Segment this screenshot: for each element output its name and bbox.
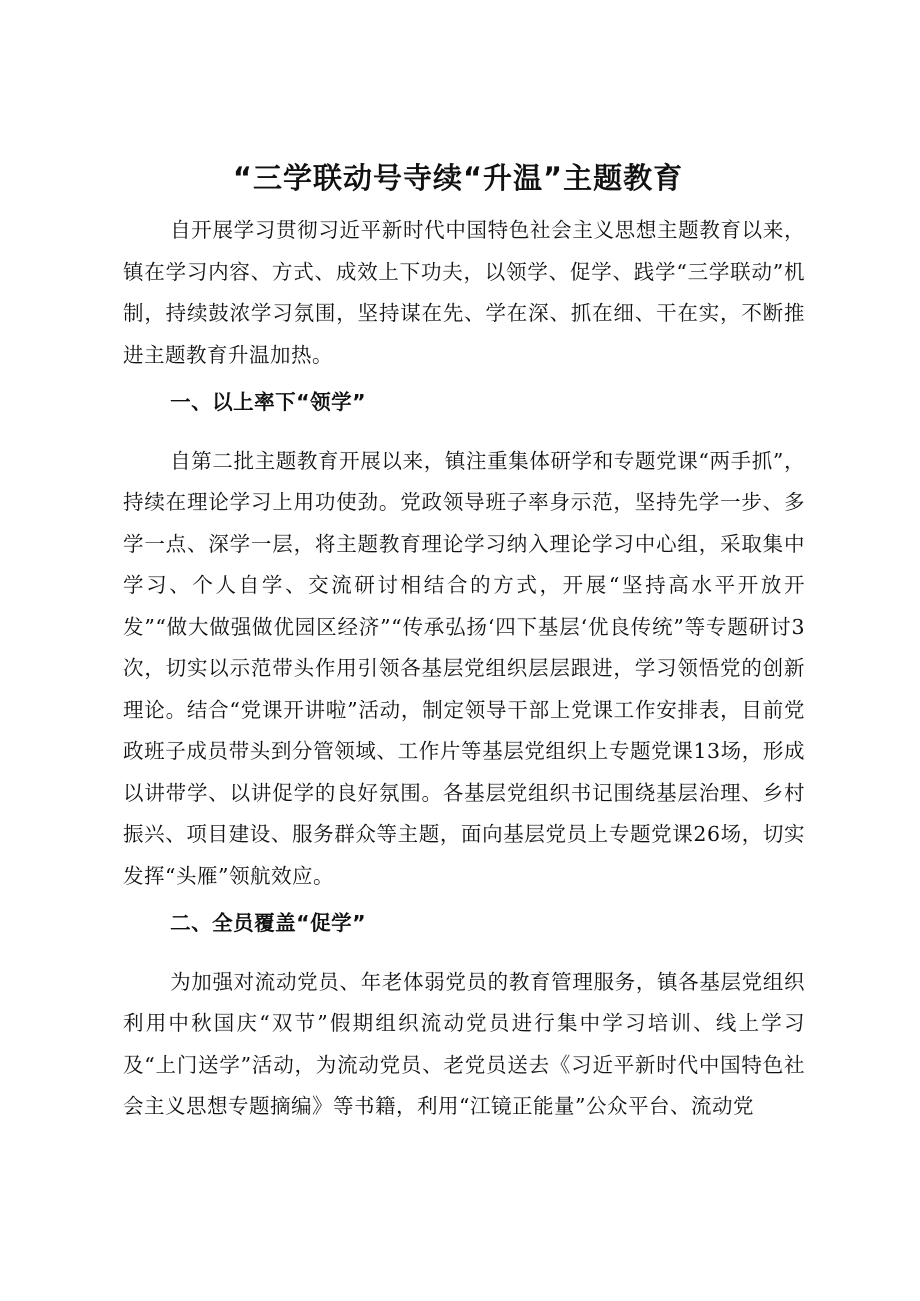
section-body-2: 为加强对流动党员、年老体弱党员的教育管理服务，镇各基层党组织利用中秋国庆“双节”假期组织流动党员进行集中学习培训、线上学习及“上门送学”活动，为流动党员、老党员送去《习近平新时代中国特色社会主义思想专题摘编》等书籍，利用“江镜正能量”公众平台、流动党 [123, 969, 805, 1118]
section-body-1: 自第二批主题教育开展以来，镇注重集体研学和专题党课“两手抓”，持续在理论学习上用功使劲。党政领导班子率身示范，坚持先学一步、多学一点、深学一层，将主题教育理论学习纳入理论学习中心组，采取集中学习、个人自学、交流研讨相结合的方式，开展“坚持高水平开放开发”“做大做强做优园区经济”“传承弘扬‘四下基层‘优良传统”等专题研讨3次，切实以示范带头作用引领各基层党组织层层跟进，学习领悟党的创新理论。结合“党课开讲啦”活动，制定领导干部上党课工作安排表，目前党政班子成员带头到分管领域、工作片等基层党组织上专题党课13场，形成以讲带学、以讲促学的良好氛围。各基层党组织书记围绕基层治理、乡村振兴、项目建设、服务群众等主题，面向基层党员上专题党课26场，切实发挥“头雁”领航效应。 [123, 448, 805, 888]
section-heading-2: 二、全员覆盖“促学” [170, 911, 367, 935]
section-heading-1: 一、以上率下“领学” [170, 390, 367, 414]
document-page [123, 158, 805, 1134]
intro-paragraph: 自开展学习贯彻习近平新时代中国特色社会主义思想主题教育以来，镇在学习内容、方式、成效上下功夫，以领学、促学、践学“三学联动”机制，持续鼓浓学习氛围，坚持谋在先、学在深、抓在细、干在实，不断推进主题教育升温加热。 [123, 218, 805, 367]
document-title: “三学联动号寺续“升温”主题教育 [232, 161, 684, 195]
